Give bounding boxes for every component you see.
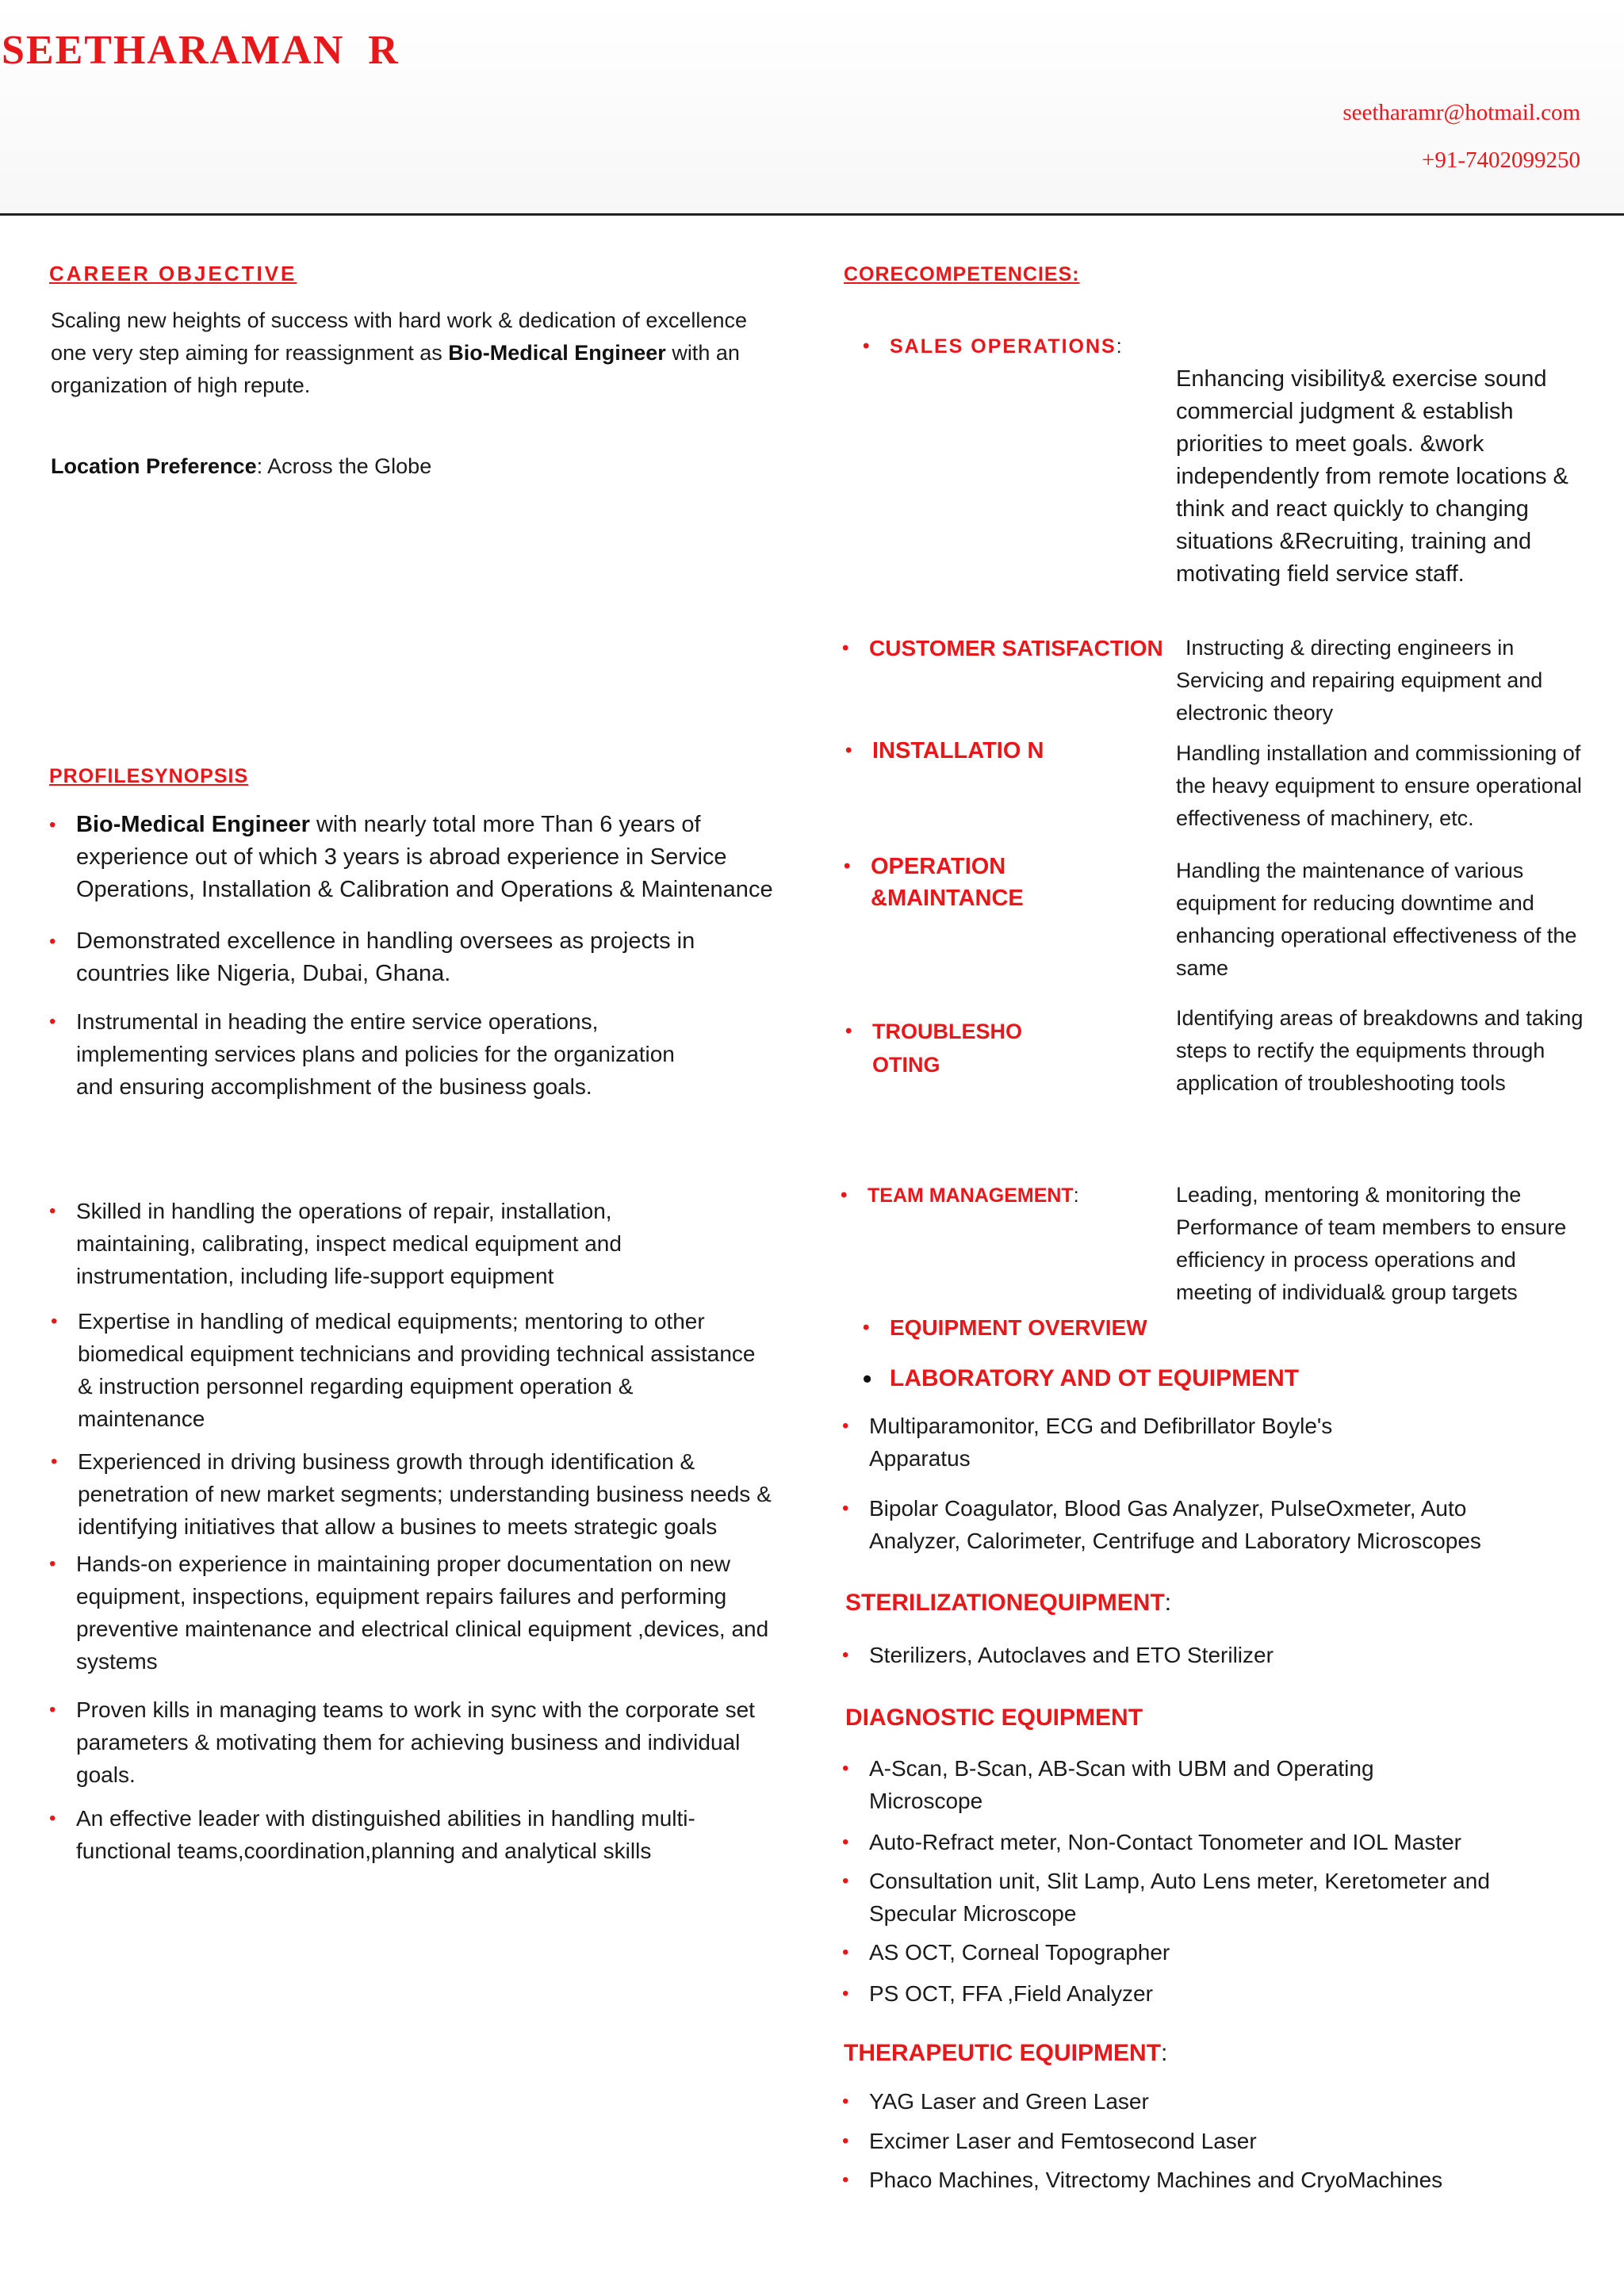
- therapeutic-item: • Excimer Laser and Femtosecond Laser: [869, 2125, 1535, 2157]
- competency-name: SALES OPERATIONS: [890, 335, 1116, 358]
- sterilization-item: • Sterilizers, Autoclaves and ETO Sterilizer: [869, 1639, 1535, 1671]
- location-preference-label: Location Preference: [51, 454, 257, 478]
- therapeutic-item: • YAG Laser and Green Laser: [869, 2085, 1535, 2118]
- header-divider: [0, 213, 1624, 216]
- profile-synopsis-title: PROFILESYNOPSIS: [49, 765, 249, 787]
- competency-desc: Identifying areas of breakdowns and taking steps to rectify the equipments through application of troubleshooting tools: [1176, 1006, 1584, 1095]
- therapeutic-title-text: THERAPEUTIC EQUIPMENT: [844, 2040, 1162, 2066]
- competency-customer-satisfaction: • CUSTOMER SATISFACTION: [869, 632, 1163, 665]
- candidate-name: SEETHARAMAN R: [2, 28, 400, 73]
- synopsis-item-bold: Bio-Medical Engineer: [76, 812, 310, 837]
- career-objective-title: CAREER OBJECTIVE: [49, 262, 297, 285]
- diagnostic-title: DIAGNOSTIC EQUIPMENT: [845, 1705, 1143, 1731]
- competency-operation-maintenance: • OPERATION &MAINTANCE: [871, 851, 1101, 914]
- competency-sales-operations: [890, 330, 1124, 363]
- competency-name: TEAM MANAGEMENT: [868, 1184, 1074, 1207]
- location-preference: [51, 450, 756, 483]
- phone-number: +91-7402099250: [1421, 147, 1580, 173]
- therapeutic-title: THERAPEUTIC EQUIPMENT:: [844, 2040, 1168, 2066]
- lab-equipment-item: • Multiparamonitor, ECG and Defibrillator Boyle's Apparatus: [869, 1410, 1424, 1475]
- diagnostic-item: • Consultation unit, Slit Lamp, Auto Lens meter, Keretometer and Specular Microscope: [869, 1865, 1567, 1930]
- sterilization-title-text: STERILIZATIONEQUIPMENT: [845, 1590, 1165, 1616]
- competency-desc: Handling installation and commissioning of the heavy equipment to ensure operational effectiveness of machinery, etc.: [1176, 741, 1582, 830]
- equipment-overview-title: • EQUIPMENT OVERVIEW: [890, 1311, 1147, 1345]
- career-objective-role: Bio-Medical Engineer: [448, 341, 666, 365]
- synopsis-item: • Instrumental in heading the entire service operations, implementing services plans and policies for the organization and ensuring accomplishment of the business goals.: [76, 1005, 695, 1103]
- diagnostic-item: • A-Scan, B-Scan, AB-Scan with UBM and Operating Microscope: [869, 1752, 1424, 1817]
- career-objective-text: [51, 304, 756, 402]
- career-objective-text-after: with an organization of high repute.: [51, 341, 740, 397]
- competency-desc: Handling the maintenance of various equipment for reducing downtime and enhancing operational effectiveness of the same: [1176, 859, 1577, 980]
- diagnostic-item: • AS OCT, Corneal Topographer: [869, 1936, 1535, 1969]
- lab-equipment-title: • LABORATORY AND OT EQUIPMENT: [890, 1362, 1299, 1395]
- competency-troubleshooting: • TROUBLESHO OTING: [872, 1015, 1055, 1081]
- synopsis-item: [76, 809, 774, 906]
- competency-installation: • INSTALLATIO N: [872, 734, 1055, 767]
- synopsis-item: • Experienced in driving business growth through identification & penetration of new market segments; understanding business needs & identifying initiatives that allow a busines to meets strategic goals: [78, 1445, 791, 1543]
- email-address[interactable]: seetharamr@hotmail.com: [1342, 100, 1580, 125]
- diagnostic-item: • PS OCT, FFA ,Field Analyzer: [869, 1977, 1535, 2010]
- competency-desc: Instructing & directing engineers in Servicing and repairing equipment and electronic theory: [1176, 636, 1543, 725]
- competency-desc: Enhancing visibility& exercise sound commercial judgment & establish priorities to meet goals. &work independently from remote locations & think and react quickly to changing situations &Recruiting, training and motivating field service staff.: [1176, 366, 1568, 587]
- synopsis-item-rest: with nearly total more Than 6 years of experience out of which 3 years is abroad experience in Service Operations, Installation & Calibration and Operations & Maintenance: [76, 812, 773, 902]
- competency-team-management: [868, 1179, 1079, 1212]
- career-objective-text-before: Scaling new heights of success with hard work & dedication of excellence one very step aiming for reassignment as: [51, 308, 747, 365]
- location-preference-value: : Across the Globe: [256, 454, 432, 478]
- sterilization-title: STERILIZATIONEQUIPMENT:: [845, 1590, 1172, 1616]
- lab-equipment-item: • Bipolar Coagulator, Blood Gas Analyzer, PulseOxmeter, Auto Analyzer, Calorimeter, Centrifuge and Laboratory Microscopes: [869, 1492, 1535, 1557]
- synopsis-item: • Hands-on experience in maintaining proper documentation on new equipment, inspections, equipment repairs failures and performing preventive maintenance and electrical clinical equipment ,devices, and systems: [76, 1548, 774, 1678]
- core-competencies-title: CORECOMPETENCIES:: [844, 263, 1080, 285]
- competency-desc: Leading, mentoring & monitoring the Performance of team members to ensure efficiency in process operations and meeting of individual& group targets: [1176, 1183, 1567, 1304]
- diagnostic-item: • Auto-Refract meter, Non-Contact Tonometer and IOL Master: [869, 1826, 1535, 1858]
- synopsis-item: • Proven kills in managing teams to work in sync with the corporate set parameters & motivating them for achieving business and individual goals.: [76, 1693, 774, 1791]
- therapeutic-item: • Phaco Machines, Vitrectomy Machines and CryoMachines: [869, 2164, 1535, 2196]
- synopsis-item: • An effective leader with distinguished abilities in handling multi-functional teams,coordination,planning and analytical skills: [76, 1802, 774, 1867]
- synopsis-item: • Expertise in handling of medical equipments; mentoring to other biomedical equipment technicians and providing technical assistance & instruction personnel regarding equipment operation & maintenance: [78, 1305, 760, 1435]
- synopsis-item: • Skilled in handling the operations of repair, installation, maintaining, calibrating, inspect medical equipment and instrumentation, including life-support equipment: [76, 1195, 703, 1292]
- competency-suffix: :: [1073, 1184, 1079, 1207]
- competency-suffix: :: [1116, 335, 1124, 358]
- synopsis-item: • Demonstrated excellence in handling oversees as projects in countries like Nigeria, Dubai, Ghana.: [76, 925, 774, 990]
